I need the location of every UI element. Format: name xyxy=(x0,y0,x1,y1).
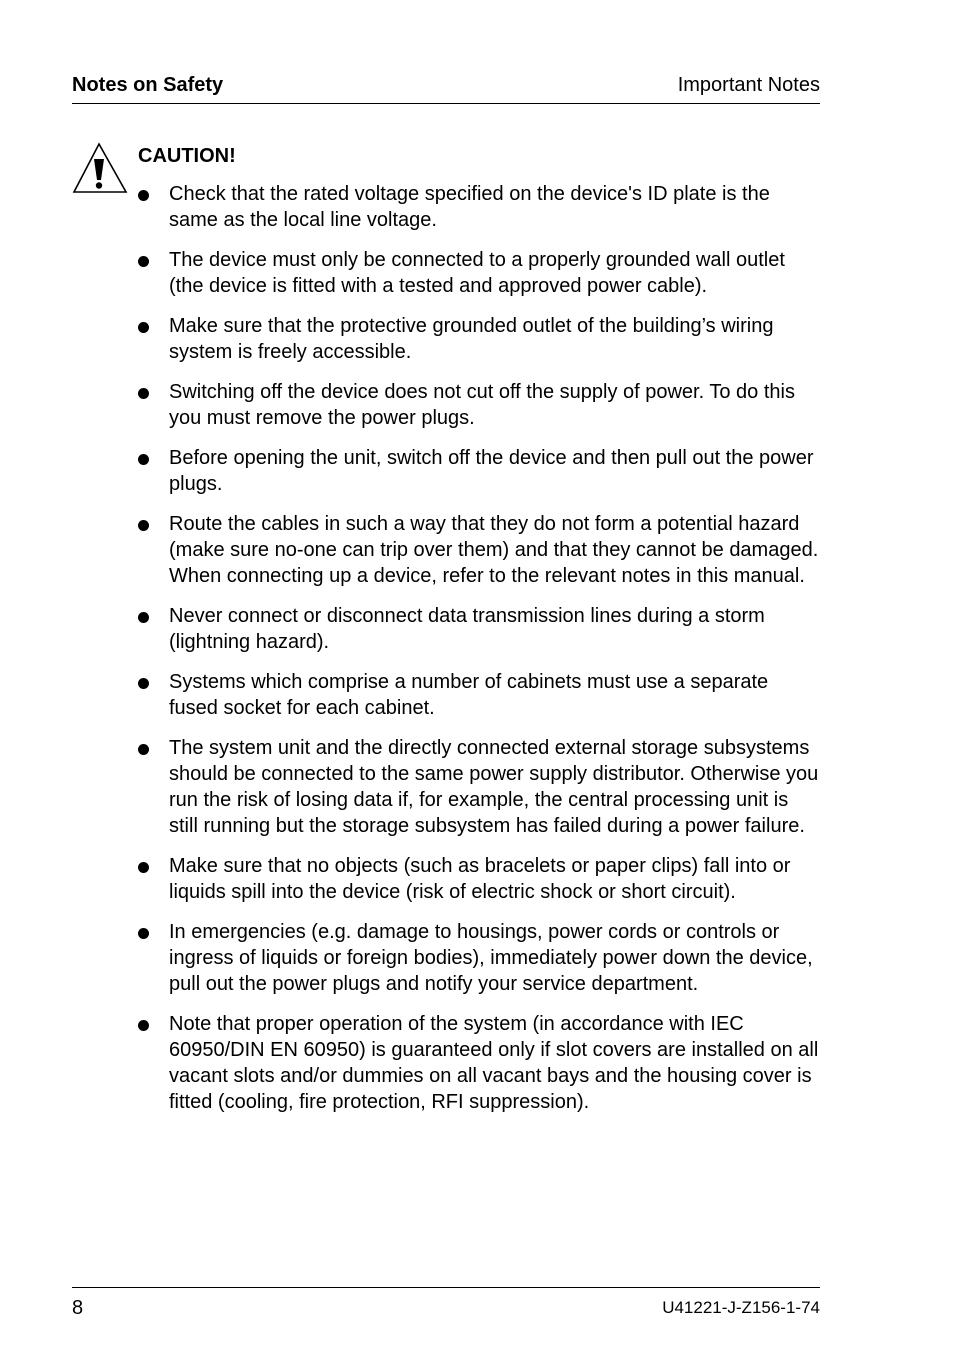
bullet-icon xyxy=(138,612,149,623)
document-id: U41221-J-Z156-1-74 xyxy=(662,1298,820,1317)
list-item-text: Switching off the device does not cut off the supply of power. To do this you must remove the power plugs. xyxy=(169,381,795,429)
list-item-text: The system unit and the directly connected external storage subsystems should be connected to the same power supply distributor. Otherwise you run the risk of losing data if, for example, the central processing unit is still running but the storage subsystem has failed during a power failure. xyxy=(169,737,819,837)
list-item xyxy=(138,445,820,497)
list-item-text: Check that the rated voltage specified on the device's ID plate is the same as the local line voltage. xyxy=(169,183,770,231)
list-item xyxy=(138,603,820,655)
caution-list xyxy=(138,181,820,1129)
list-item xyxy=(138,1011,820,1115)
list-item-text: Route the cables in such a way that they do not form a potential hazard (make sure no-one can trip over them) and that they cannot be damaged. When connecting up a device, refer to the relevant notes in this manual. xyxy=(169,513,819,587)
list-item xyxy=(138,313,820,365)
bullet-icon xyxy=(138,256,149,267)
bullet-icon xyxy=(138,678,149,689)
bullet-icon xyxy=(138,322,149,333)
list-item-text: Make sure that no objects (such as bracelets or paper clips) fall into or liquids spill into the device (risk of electric shock or short circuit). xyxy=(169,855,791,903)
list-item xyxy=(138,669,820,721)
list-item-text: Make sure that the protective grounded outlet of the building’s wiring system is freely accessible. xyxy=(169,315,774,363)
page-footer xyxy=(72,1287,820,1318)
list-item xyxy=(138,919,820,997)
list-item xyxy=(138,247,820,299)
list-item-text: In emergencies (e.g. damage to housings, power cords or controls or ingress of liquids or foreign bodies), immediately power down the device, pull out the power plugs and notify your service department. xyxy=(169,921,813,995)
bullet-icon xyxy=(138,454,149,465)
bullet-icon xyxy=(138,520,149,531)
bullet-icon xyxy=(138,928,149,939)
caution-triangle-icon xyxy=(72,142,128,194)
list-item xyxy=(138,853,820,905)
list-item-text: Before opening the unit, switch off the device and then pull out the power plugs. xyxy=(169,447,814,495)
list-item-text: The device must only be connected to a properly grounded wall outlet (the device is fitted with a tested and approved power cable). xyxy=(169,249,785,297)
caution-title: CAUTION! xyxy=(138,145,236,167)
bullet-icon xyxy=(138,190,149,201)
list-item-text: Systems which comprise a number of cabinets must use a separate fused socket for each cabinet. xyxy=(169,671,769,719)
section-title: Notes on Safety xyxy=(72,74,224,96)
bullet-icon xyxy=(138,388,149,399)
bullet-icon xyxy=(138,744,149,755)
page-number: 8 xyxy=(72,1297,84,1319)
list-item xyxy=(138,511,820,589)
chapter-title: Important Notes xyxy=(677,74,820,96)
list-item xyxy=(138,379,820,431)
list-item-text: Never connect or disconnect data transmission lines during a storm (lightning hazard). xyxy=(169,605,765,653)
list-item-text: Note that proper operation of the system (in accordance with IEC 60950/DIN EN 60950) is guaranteed only if slot covers are installed on all vacant slots and/or dummies on all vacant bays and the housing cover is fitted (cooling, fire protection, RFI suppression). xyxy=(169,1013,819,1113)
bullet-icon xyxy=(138,1020,149,1031)
bullet-icon xyxy=(138,862,149,873)
list-item xyxy=(138,735,820,839)
list-item xyxy=(138,181,820,233)
page-header xyxy=(72,72,820,104)
